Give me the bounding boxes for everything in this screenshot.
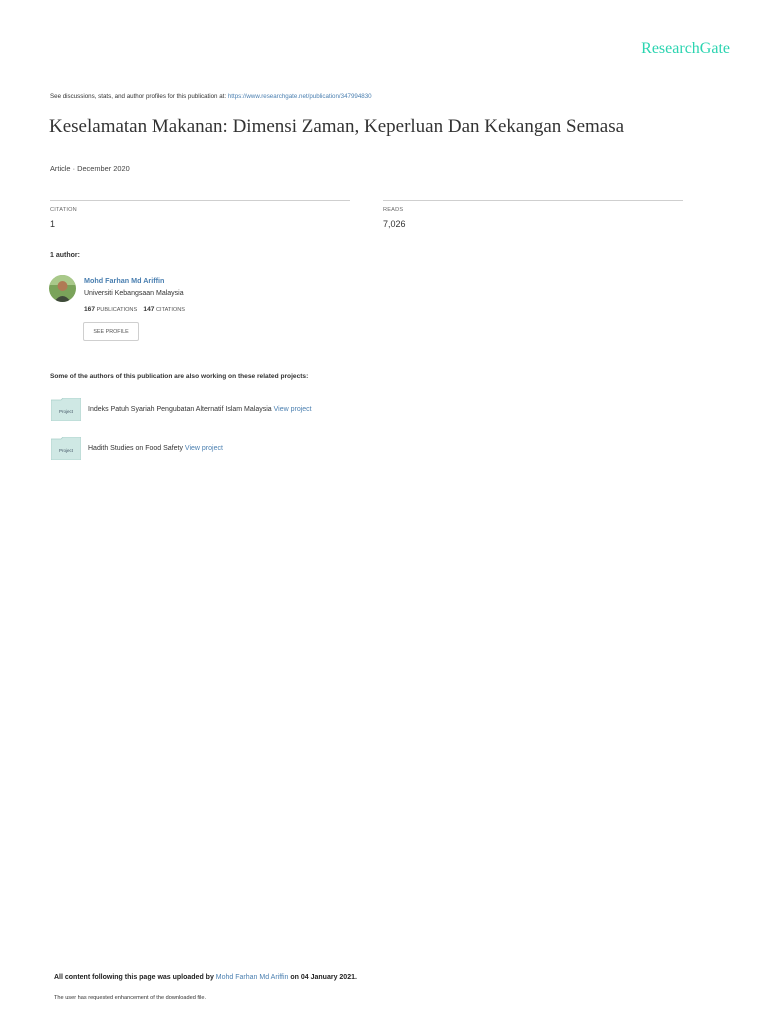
citations-label: CITATIONS	[156, 307, 186, 313]
top-note-text: See discussions, stats, and author profiles for this publication at:	[50, 93, 227, 100]
view-project-link[interactable]: View project	[273, 406, 312, 413]
project-icon	[51, 437, 81, 460]
author-photo-icon	[49, 275, 76, 302]
page-title: Keselamatan Makanan: Dimensi Zaman, Keperluan Dan Kekangan Semasa	[49, 116, 625, 137]
divider-right	[383, 200, 683, 201]
researchgate-logo[interactable]: ResearchGate	[641, 40, 730, 57]
avatar[interactable]	[49, 275, 76, 302]
citation-label: CITATION	[50, 207, 77, 213]
projects-heading: Some of the authors of this publication are also working on these related projects:	[50, 373, 309, 380]
author-stats	[84, 306, 185, 313]
uploader-link[interactable]: Mohd Farhan Md Ariffin	[215, 974, 289, 981]
citations-count: 147	[143, 306, 155, 313]
author-institution: Universiti Kebangsaan Malaysia	[84, 290, 184, 297]
article-meta: Article · December 2020	[50, 164, 130, 173]
see-profile-button[interactable]: SEE PROFILE	[83, 322, 139, 341]
project-title: Indeks Patuh Syariah Pengubatan Alternatif Islam Malaysia	[88, 406, 272, 413]
enhancement-note: The user has requested enhancement of the downloaded file.	[54, 995, 207, 1001]
reads-label: READS	[383, 207, 404, 213]
divider-left	[50, 200, 350, 201]
publication-url-link[interactable]: https://www.researchgate.net/publication/347994830	[227, 93, 372, 100]
publications-label: PUBLICATIONS	[96, 307, 138, 313]
list-item	[88, 445, 223, 452]
publications-count: 167	[84, 306, 96, 313]
list-item	[88, 406, 312, 413]
authors-heading: 1 author:	[50, 252, 80, 259]
citation-value: 1	[50, 219, 56, 229]
upload-suffix: on 04 January 2021.	[290, 974, 357, 981]
svg-text:Project: Project	[58, 448, 74, 453]
upload-note	[54, 974, 357, 981]
project-title: Hadith Studies on Food Safety	[88, 445, 183, 452]
top-note	[50, 93, 372, 100]
reads-value: 7,026	[383, 219, 406, 229]
author-name-link[interactable]: Mohd Farhan Md Ariffin	[84, 276, 165, 285]
upload-prefix: All content following this page was uploaded by	[54, 974, 214, 981]
view-project-link[interactable]: View project	[184, 445, 223, 452]
svg-text:Project: Project	[58, 409, 74, 414]
project-icon	[51, 398, 81, 421]
